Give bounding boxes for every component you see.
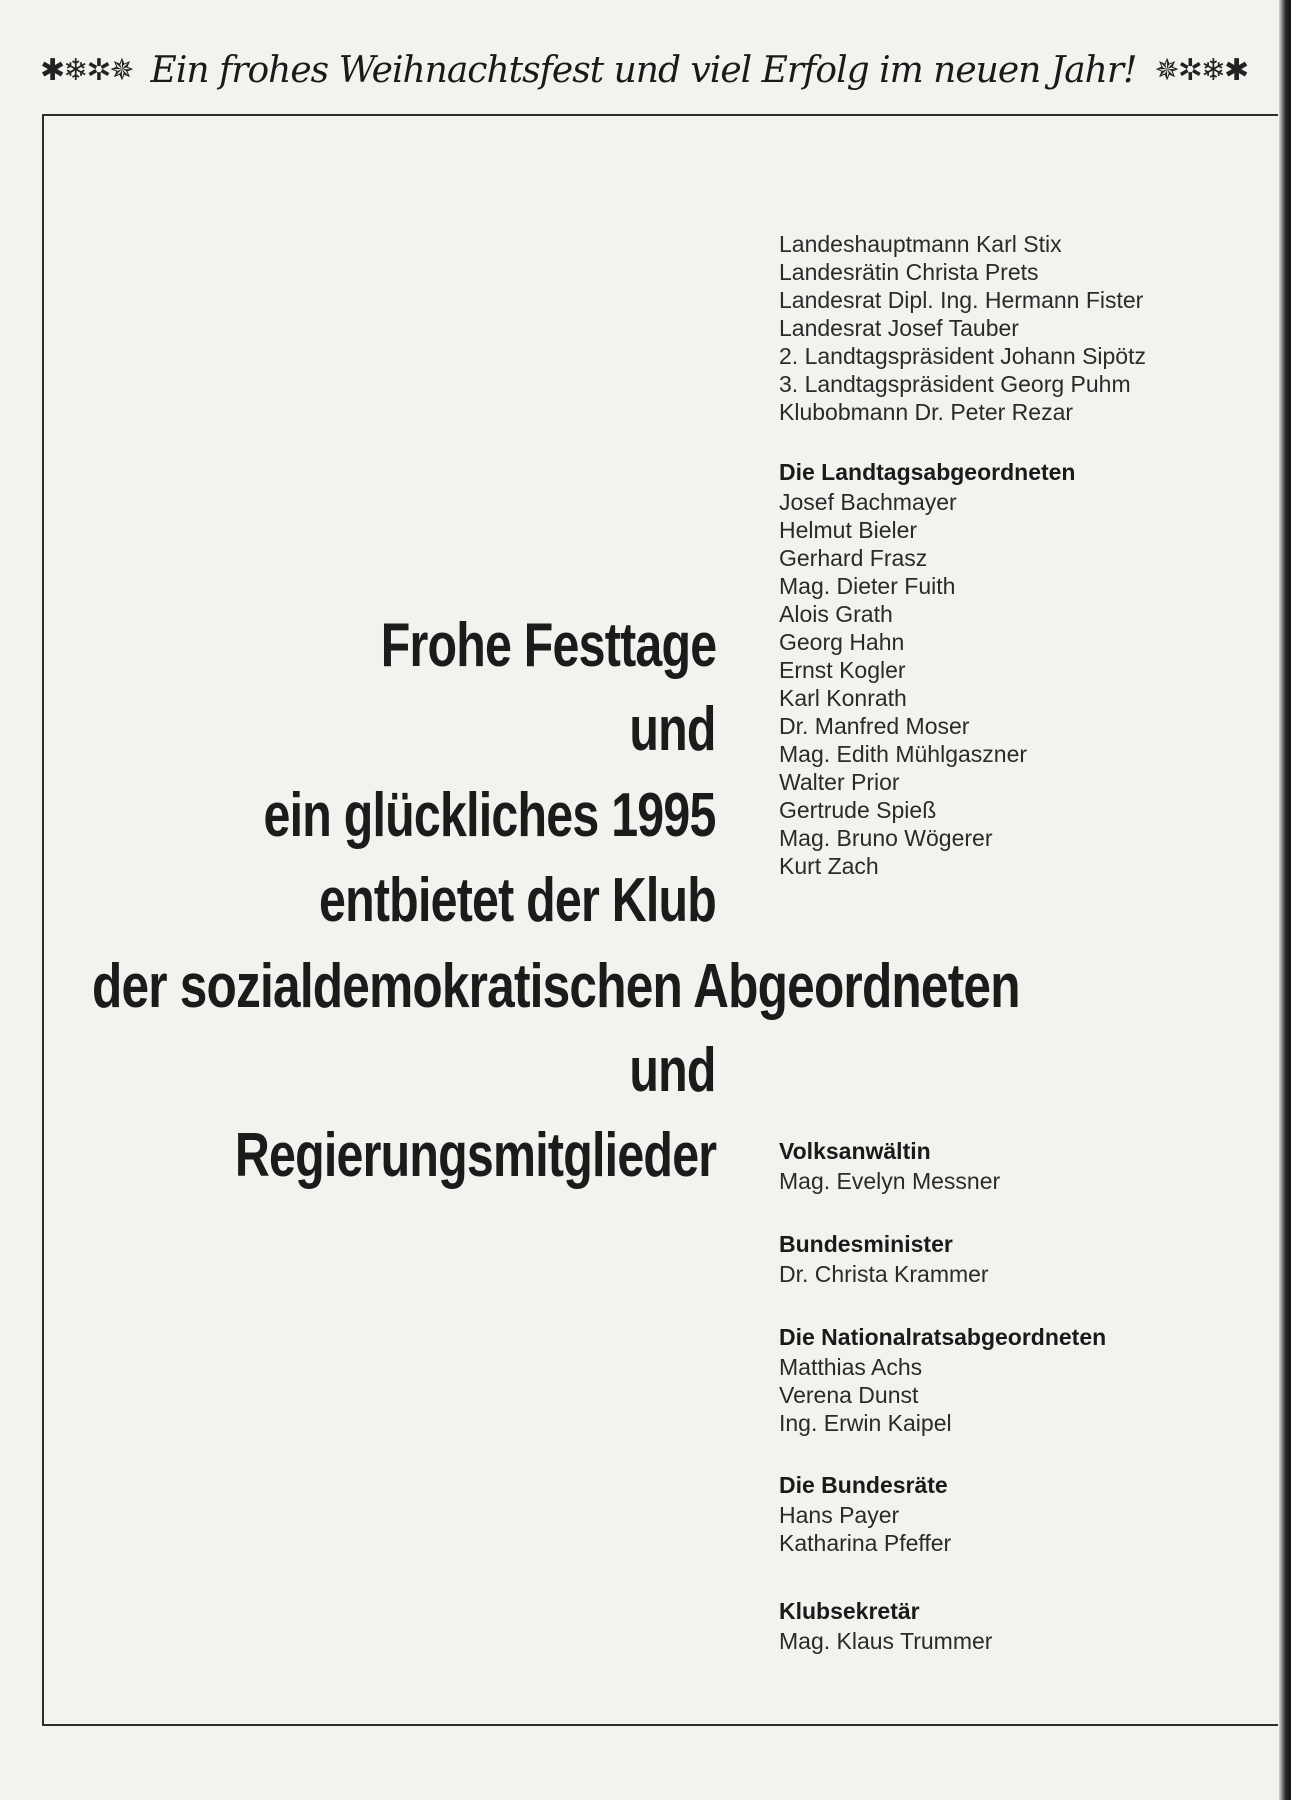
greeting-line-2: und	[629, 695, 716, 764]
list-item: 3. Landtagspräsident Georg Puhm	[779, 371, 1131, 397]
list-item: Karl Konrath	[779, 685, 907, 711]
list-item: Josef Bachmayer	[779, 489, 957, 515]
greeting-line-4: entbietet der Klub	[318, 866, 716, 935]
list-item: Georg Hahn	[779, 629, 905, 655]
list-item: Verena Dunst	[779, 1382, 919, 1408]
section-heading: Klubsekretär	[779, 1598, 920, 1624]
list-item: Katharina Pfeffer	[779, 1530, 952, 1556]
section-heading: Volksanwältin	[779, 1138, 931, 1164]
banner-text: Ein frohes Weihnachtsfest und viel Erfolg im neuen Jahr!	[150, 49, 1137, 91]
list-item: Landesrat Dipl. Ing. Hermann Fister	[779, 287, 1144, 313]
list-item: 2. Landtagspräsident Johann Sipötz	[779, 343, 1146, 369]
list-item: Klubobmann Dr. Peter Rezar	[779, 399, 1074, 425]
snowflake-ornament-icon: ✵✲❄✱	[1154, 52, 1248, 88]
list-item: Mag. Bruno Wögerer	[779, 825, 993, 851]
list-item: Walter Prior	[779, 769, 900, 795]
list-item: Hans Payer	[779, 1502, 900, 1528]
greeting-line-7: Regierungsmitglieder	[234, 1121, 716, 1190]
snowflake-ornament-icon: ✱❄✲✵	[40, 52, 133, 88]
list-item: Kurt Zach	[779, 853, 879, 879]
government-members-list	[779, 230, 1199, 426]
greeting-line-5: der sozialdemokratischen Abgeordneten	[92, 952, 1020, 1021]
list-item: Ing. Erwin Kaipel	[779, 1410, 952, 1436]
list-item: Mag. Klaus Trummer	[779, 1628, 993, 1654]
nationalrat-block	[779, 1323, 1199, 1437]
page-edge-shadow	[1279, 0, 1291, 1800]
section-heading: Die Nationalratsabgeordneten	[779, 1324, 1107, 1350]
list-item: Alois Grath	[779, 601, 893, 627]
landtag-members-list	[779, 458, 1199, 880]
list-item: Dr. Christa Krammer	[779, 1261, 989, 1287]
list-item: Landesrätin Christa Prets	[779, 259, 1039, 285]
section-heading: Die Bundesräte	[779, 1472, 948, 1498]
bundesminister-block	[779, 1230, 1199, 1288]
klubsekretaer-block	[779, 1597, 1199, 1655]
list-item: Matthias Achs	[779, 1354, 923, 1380]
greeting-banner	[40, 40, 1280, 100]
volksanwaeltin-block	[779, 1137, 1199, 1195]
list-item: Landeshauptmann Karl Stix	[779, 231, 1062, 257]
section-heading: Bundesminister	[779, 1231, 953, 1257]
list-item: Mag. Evelyn Messner	[779, 1168, 1001, 1194]
list-item: Landesrat Josef Tauber	[779, 315, 1019, 341]
section-heading: Die Landtagsabgeordneten	[779, 459, 1076, 485]
list-item: Dr. Manfred Moser	[779, 713, 970, 739]
bundesrat-block	[779, 1471, 1199, 1557]
greeting-line-3: ein glückliches 1995	[263, 781, 716, 850]
list-item: Mag. Edith Mühlgaszner	[779, 741, 1028, 767]
list-item: Gerhard Frasz	[779, 545, 928, 571]
list-item: Mag. Dieter Fuith	[779, 573, 956, 599]
list-item: Ernst Kogler	[779, 657, 906, 683]
list-item: Helmut Bieler	[779, 517, 918, 543]
list-item: Gertrude Spieß	[779, 797, 937, 823]
greeting-line-1: Frohe Festtage	[380, 611, 716, 680]
greeting-line-6: und	[629, 1036, 716, 1105]
